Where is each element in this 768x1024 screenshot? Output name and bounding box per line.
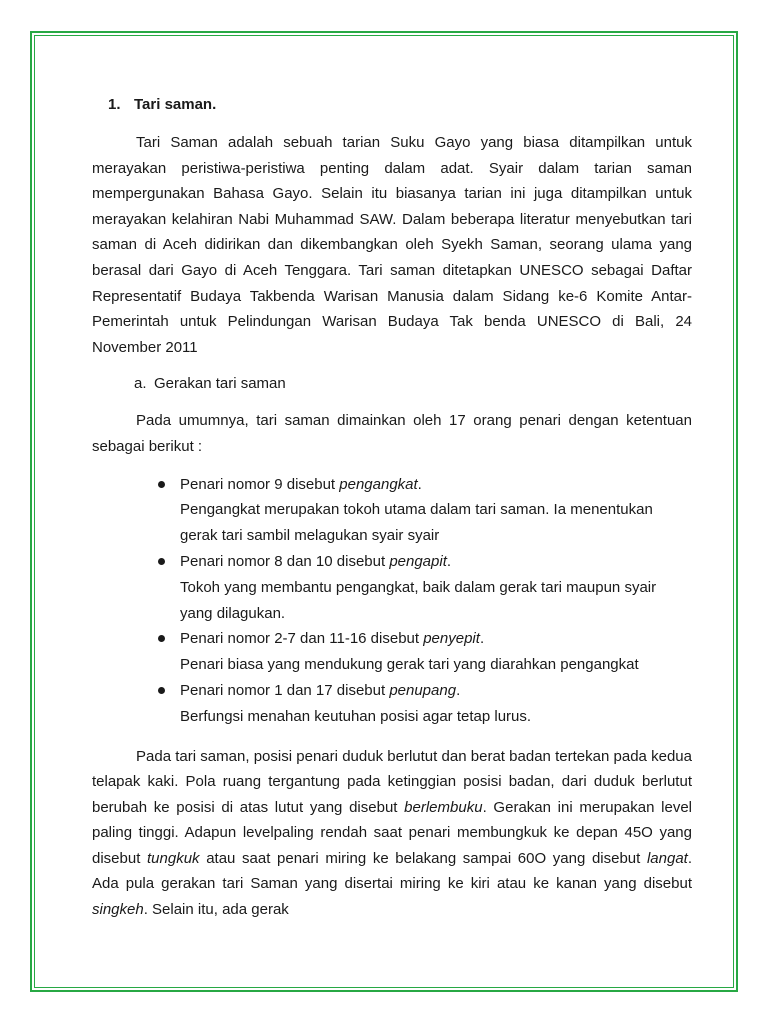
dancer-role-list (92, 472, 692, 730)
list-item (92, 549, 692, 626)
intro-paragraph (92, 130, 692, 360)
document-body (92, 92, 692, 923)
dancer-role-description: Berfungsi menahan keutuhan posisi agar tetap lurus. (180, 707, 532, 725)
closing-paragraph: Pada tari saman, posisi penari duduk berlutut dan berat badan tertekan pada kedua telapak kaki. Pola ruang tergantung pada ketinggian posisi badan, dari duduk berlutut berubah ke posisi di atas lutut yang disebut berlembuku. Gerakan ini merupakan level paling tinggi. Adapun levelpaling rendah saat penari membungkuk ke depan 45O yang disebut tungkuk atau saat penari miring ke belakang sampai 60O yang disebut langat. Ada pula gerakan tari Saman yang disertai miring ke kiri atau ke kanan yang disebut singkeh. Selain itu, ada gerak (92, 747, 692, 919)
subsection-heading (92, 372, 692, 396)
list-item (92, 472, 692, 549)
list-item (92, 678, 692, 730)
dancer-role-description: Tokoh yang membantu pengangkat, baik dalam gerak tari maupun syair yang dilagukan. (180, 578, 657, 622)
subsection-letter: a. (134, 375, 147, 393)
intro-text: Tari Saman adalah sebuah tarian Suku Gayo yang biasa ditampilkan untuk merayakan peristiwa-peristiwa penting dalam adat. Syair dalam tarian saman mempergunakan Bahasa Gayo. Selain itu biasanya tarian ini juga ditampilkan untuk merayakan kelahiran Nabi Muhammad SAW. Dalam beberapa literatur menyebutkan tari saman di Aceh didirikan dan dikembangkan oleh Syekh Saman, seorang ulama yang berasal dari Gayo di Aceh Tenggara. Tari saman ditetapkan UNESCO sebagai Daftar Representatif Budaya Takbenda Warisan Manusia dalam Sidang ke-6 Komite Antar-Pemerintah untuk Pelindungan Warisan Budaya Tak benda UNESCO di Bali, 24 November 2011 (92, 134, 692, 356)
role-term: pengapit (389, 552, 447, 570)
movement-term: tungkuk (147, 849, 200, 867)
role-term: penupang (389, 681, 457, 699)
section-heading (92, 92, 692, 118)
list-intro-paragraph (92, 408, 692, 459)
dancer-role-description: Penari biasa yang mendukung gerak tari yang diarahkan pengangkat (180, 656, 639, 674)
subsection-title: Gerakan tari saman (154, 375, 286, 393)
bullet-icon (158, 558, 165, 565)
movement-term: berlembuku (404, 798, 483, 816)
dancer-role-line: Penari nomor 1 dan 17 disebut penupang. (180, 681, 461, 699)
role-term: pengangkat (339, 475, 418, 493)
section-number: 1. (108, 96, 121, 113)
bullet-icon (158, 635, 165, 642)
section-title: Tari saman. (134, 96, 217, 113)
bullet-icon (158, 481, 165, 488)
dancer-role-line: Penari nomor 9 disebut pengangkat. (180, 475, 422, 493)
role-term: penyepit (423, 630, 480, 648)
dancer-role-line: Penari nomor 8 dan 10 disebut pengapit. (180, 552, 452, 570)
list-intro-text: Pada umumnya, tari saman dimainkan oleh 17 orang penari dengan ketentuan sebagai berikut : (92, 412, 692, 455)
dancer-role-line: Penari nomor 2-7 dan 11-16 disebut penyepit. (180, 630, 485, 648)
bullet-icon (158, 687, 165, 694)
dancer-role-description: Pengangkat merupakan tokoh utama dalam tari saman. Ia menentukan gerak tari sambil melagukan syair syair (180, 501, 653, 545)
movement-term: langat (646, 849, 688, 867)
list-item (92, 626, 692, 678)
movement-term: singkeh (92, 901, 144, 919)
